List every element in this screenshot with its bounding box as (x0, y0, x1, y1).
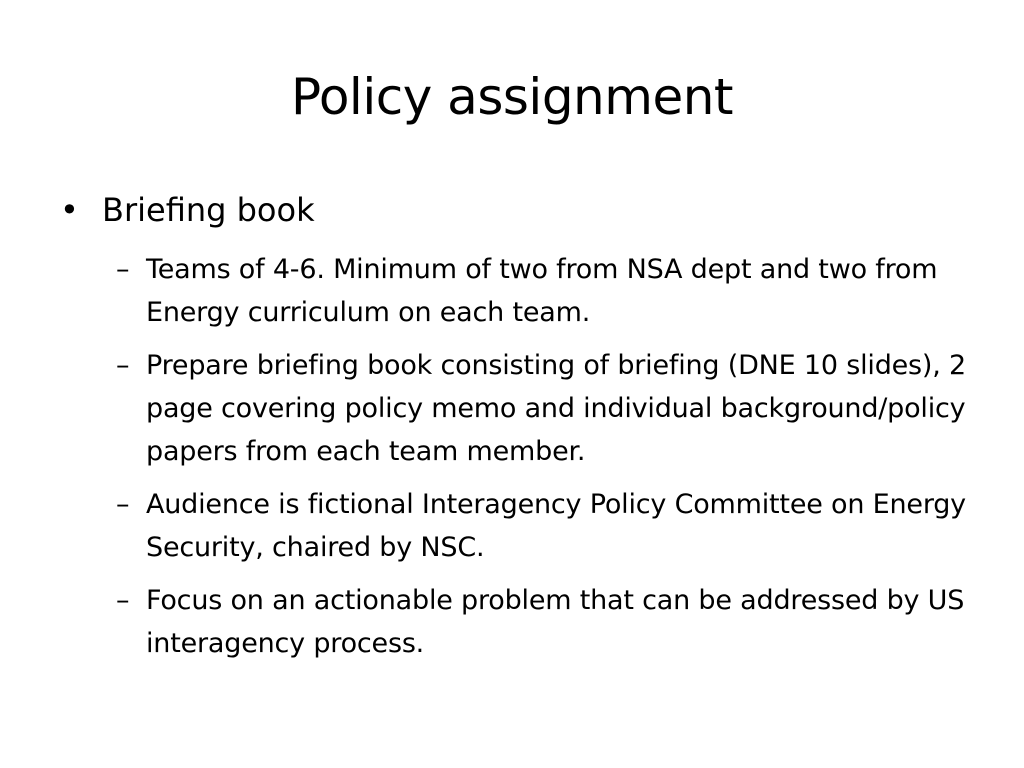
sub-bullet-text: Prepare briefing book consisting of briefing (DNE 10 slides), 2 page covering policy memo and individual background/policy papers from each team member. (146, 350, 966, 467)
sub-bullet-text: Teams of 4-6. Minimum of two from NSA dept and two from Energy curriculum on each team. (146, 254, 938, 328)
sub-bullet-item-focus (116, 579, 976, 665)
sub-bullet-item-audience (116, 483, 976, 569)
bullet-marker: • (60, 191, 79, 229)
sub-bullet-text: Audience is fictional Interagency Policy Committee on Energy Security, chaired by NSC. (146, 489, 966, 563)
sub-bullet-list (116, 248, 976, 675)
slide-title: Policy assignment (290, 68, 734, 126)
sub-bullet-item-teams (116, 248, 976, 334)
sub-bullet-marker: – (116, 585, 130, 616)
bullet-item-briefing-book (60, 188, 980, 232)
sub-bullet-marker: – (116, 489, 130, 520)
sub-bullet-text: Focus on an actionable problem that can be addressed by US interagency process. (146, 585, 965, 659)
sub-bullet-marker: – (116, 350, 130, 381)
bullet-list (60, 188, 980, 238)
bullet-text: Briefing book (102, 191, 315, 229)
sub-bullet-item-prepare (116, 344, 976, 473)
sub-bullet-marker: – (116, 254, 130, 285)
